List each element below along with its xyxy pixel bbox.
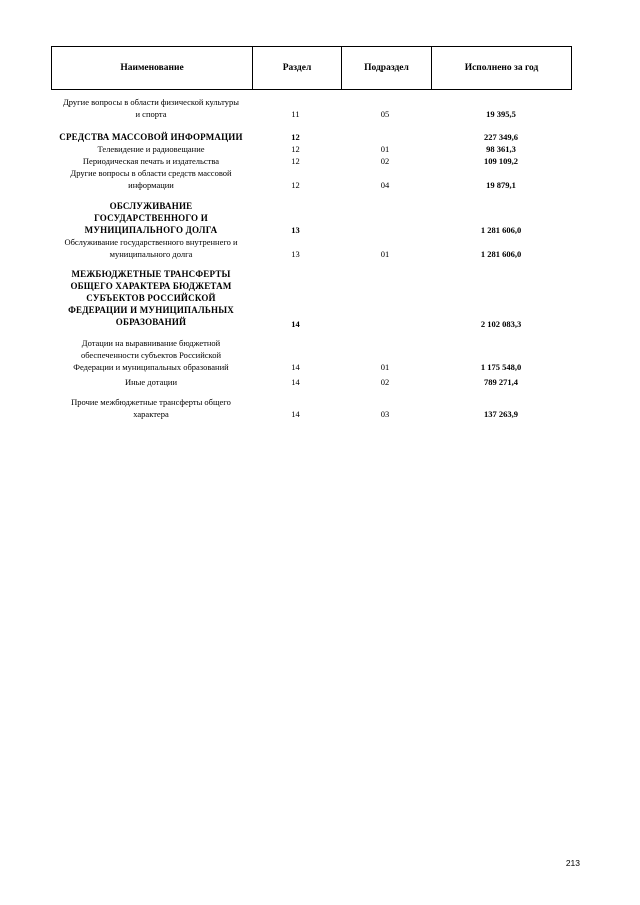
table-header: [51, 46, 572, 90]
header-razdel: Раздел: [252, 47, 341, 89]
row-name: Иные дотации: [125, 377, 177, 387]
table-row-section: [51, 268, 572, 328]
header-podrazdel: Подраздел: [341, 47, 431, 89]
row-name: СРЕДСТВА МАССОВОЙ ИНФОРМАЦИИ: [59, 132, 243, 142]
row-value: 1 281 606,0: [480, 249, 522, 259]
row-razdel: 12: [291, 180, 300, 190]
row-name: Прочие межбюджетные трансферты общего характера: [71, 397, 231, 419]
row-name: ОБСЛУЖИВАНИЕ ГОСУДАРСТВЕННОГО И МУНИЦИПАЛЬНОГО ДОЛГА: [84, 201, 218, 235]
header-name: Наименование: [120, 63, 184, 73]
table-row: [51, 376, 572, 388]
header-ispolneno: Исполнено за год: [431, 47, 571, 89]
row-value: 1 175 548,0: [480, 362, 522, 372]
table-row: [51, 143, 572, 155]
table-row-section: [51, 131, 572, 143]
table-row: [51, 155, 572, 167]
row-name: Другие вопросы в области физической культуры и спорта: [63, 97, 239, 119]
row-value: 2 102 083,3: [480, 319, 522, 329]
row-value: 137 263,9: [484, 409, 518, 419]
row-razdel: 14: [291, 377, 300, 387]
row-name: Обслуживание государственного внутреннего и муниципального долга: [64, 237, 238, 259]
row-razdel: 14: [291, 319, 300, 329]
row-value: 109 109,2: [484, 156, 518, 166]
row-podrazdel: 02: [380, 377, 390, 387]
row-value: 19 395,5: [486, 109, 516, 119]
table-row: [51, 167, 572, 191]
row-value: 227 349,6: [484, 132, 518, 142]
table-row: [51, 337, 572, 373]
row-razdel: 14: [291, 409, 300, 419]
row-name: Периодическая печать и издательства: [82, 156, 220, 166]
row-podrazdel: 02: [380, 156, 390, 166]
row-razdel: 14: [291, 362, 300, 372]
row-value: 98 361,3: [486, 144, 516, 154]
row-razdel: 13: [291, 249, 300, 259]
page-number: 213: [565, 858, 580, 868]
row-razdel: 12: [291, 156, 300, 166]
row-podrazdel: 05: [380, 109, 390, 119]
row-podrazdel: 01: [380, 362, 390, 372]
row-value: 1 281 606,0: [480, 225, 522, 235]
row-razdel: 13: [291, 225, 300, 235]
row-podrazdel: 03: [380, 409, 390, 419]
row-name: Дотации на выравнивание бюджетной обеспеченности субъектов Российской Федерации и муниципальных образований: [73, 338, 229, 372]
row-podrazdel: 01: [380, 144, 390, 154]
row-name: Телевидение и радиовещание: [97, 144, 205, 154]
row-podrazdel: 04: [380, 180, 390, 190]
row-name: Другие вопросы в области средств массовой информации: [70, 168, 232, 190]
table-row-section: [51, 200, 572, 236]
row-razdel: 11: [291, 109, 300, 119]
row-podrazdel: 01: [380, 249, 390, 259]
row-razdel: 12: [291, 144, 300, 154]
row-razdel: 12: [291, 132, 300, 142]
row-name: МЕЖБЮДЖЕТНЫЕ ТРАНСФЕРТЫ ОБЩЕГО ХАРАКТЕРА БЮДЖЕТАМ СУБЪЕКТОВ РОССИЙСКОЙ ФЕДЕРАЦИИ И МУНИЦИПАЛЬНЫХ ОБРАЗОВАНИЙ: [68, 269, 234, 327]
row-value: 19 879,1: [486, 180, 516, 190]
table-row: [51, 396, 572, 420]
table-row: [51, 236, 572, 260]
table-row: [51, 96, 572, 120]
row-value: 789 271,4: [484, 377, 518, 387]
